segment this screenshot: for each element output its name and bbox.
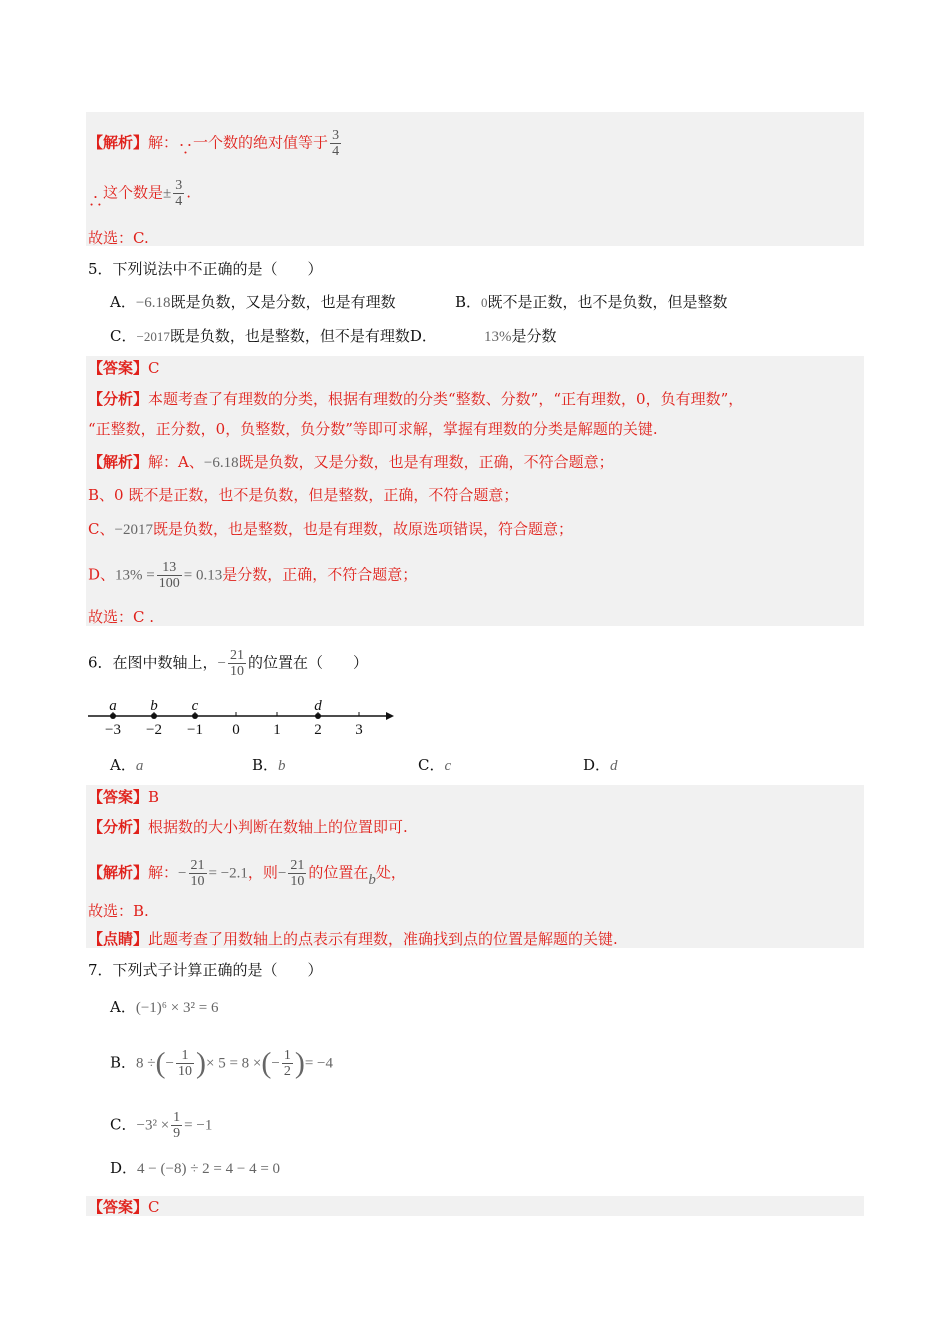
q6-option-c: C．c [418, 756, 452, 774]
therefore-symbol: ∴ [88, 191, 104, 210]
number-line-point-label-b: b [150, 698, 158, 714]
number-line-tick-label: −2 [146, 722, 162, 738]
fraction-3-4-b: $\frac{3}{4}$ [175, 178, 183, 209]
q4-line2-text: 这个数是 [103, 183, 164, 202]
q5-choose: 故选：C . [88, 608, 155, 626]
fraction-1-2: $\frac{1}{2}$ [283, 1048, 291, 1079]
q4-jiexi-line [88, 128, 343, 159]
q5-option-c: C．−2017既是负数，也是整数，但不是有理数D． [110, 327, 437, 345]
jiexi-tag: 【解析】 [88, 133, 149, 152]
q7-stem: 7．下列式子计算正确的是（ ） [88, 961, 323, 979]
q6-analysis: 【分析】根据数的大小判断在数轴上的位置即可. [88, 818, 408, 836]
fraction-3-4: $\frac{3}{4}$ [332, 128, 340, 159]
q4-therefore-line [88, 178, 191, 209]
q7-option-a: A．(−1)⁶ × 3² = 6 [110, 998, 219, 1016]
q6-option-d: D．d [583, 756, 618, 774]
fraction-13-100: $\frac{13}{100}$ [158, 560, 180, 591]
q7-answer: 【答案】C [88, 1198, 160, 1216]
number-line-tick-label: −3 [105, 722, 121, 738]
q6-stem: 6．在图中数轴上，− $\frac{21}{10}$ 的位置在（ ） [88, 648, 369, 679]
q5-option-b: B．0既不是正数，也不是负数，但是整数 [455, 293, 728, 311]
number-line-point-label-a: a [109, 698, 117, 714]
q4-line1-text: 一个数的绝对值等于 [193, 133, 329, 152]
q6-option-b: B．b [252, 756, 286, 774]
number-line-arrow [386, 712, 394, 720]
number-line-tick-label: 1 [273, 722, 281, 738]
q7-option-c: C．−3² × $\frac{1}{9}$ = −1 [110, 1110, 213, 1141]
fraction-1-9: $\frac{1}{9}$ [173, 1110, 181, 1141]
fraction-1-10: $\frac{1}{10}$ [177, 1048, 192, 1079]
q5-answer: 【答案】C [88, 359, 160, 377]
number-line [88, 698, 394, 738]
number-line-figure [86, 690, 406, 740]
q6-jiexi: 【解析】解：− $\frac{21}{10}$ = −2.1，则− $\frac{21}{10}$ 的位置在b处， [88, 858, 406, 889]
q5-jiexi-b: B、0 既不是正数，也不是负数，但是整数，正确，不符合题意； [88, 486, 519, 504]
q5-option-a: A．−6.18既是负数，又是分数，也是有理数 [110, 293, 396, 311]
because-symbol: ∵ [178, 139, 194, 158]
q6-choose: 故选：B. [88, 902, 149, 920]
q6-dianjing: 【点睛】此题考查了用数轴上的点表示有理数，准确找到点的位置是解题的关键. [88, 930, 618, 948]
fraction-21-10: $\frac{21}{10}$ [230, 648, 245, 679]
q7-solution-block [86, 1196, 864, 1216]
jie-label: 解： [148, 133, 179, 152]
number-line-tick-label: −1 [187, 722, 203, 738]
number-line-point-label-c: c [191, 698, 199, 714]
q5-option-d: 13%是分数 [484, 327, 557, 345]
number-line-point-label-d: d [314, 698, 322, 714]
q5-jiexi-c: C、−2017既是负数，也是整数，也是有理数，故原选项错误，符合题意； [88, 520, 573, 538]
q6-answer: 【答案】B [88, 788, 160, 806]
number-line-tick-label: 0 [232, 722, 240, 738]
number-line-tick-label: 2 [314, 722, 322, 738]
q5-jiexi-d: D、13% = $\frac{13}{100}$ = 0.13是分数，正确，不符合题意； [88, 560, 418, 591]
q7-option-b: B．8 ÷(− $\frac{1}{10}$ )× 5 = 8 ×(− $\frac{1}{2}$ )= −4 [110, 1046, 334, 1080]
q6-option-a: A．a [110, 756, 144, 774]
q5-stem: 5．下列说法中不正确的是（ ） [88, 260, 323, 278]
q4-choose: 故选：C. [88, 229, 149, 247]
number-line-tick-label: 3 [355, 722, 363, 738]
fraction-21-10-c: $\frac{21}{10}$ [290, 858, 305, 889]
period: . [186, 183, 192, 202]
plus-minus: ± [163, 185, 172, 202]
q7-option-d: D．4 − (−8) ÷ 2 = 4 − 4 = 0 [110, 1159, 281, 1177]
q5-jiexi-a: 【解析】解：A、−6.18既是负数，又是分数，也是有理数，正确，不符合题意； [88, 453, 614, 471]
q5-analysis-1: 【分析】本题考查了有理数的分类，根据有理数的分类“整数、分数”，“正有理数，0，负有理数”， [88, 390, 744, 408]
fraction-21-10-b: $\frac{21}{10}$ [190, 858, 205, 889]
q5-analysis-2: “正整数，正分数，0，负整数，负分数”等即可求解，掌握有理数的分类是解题的关键. [88, 420, 658, 438]
